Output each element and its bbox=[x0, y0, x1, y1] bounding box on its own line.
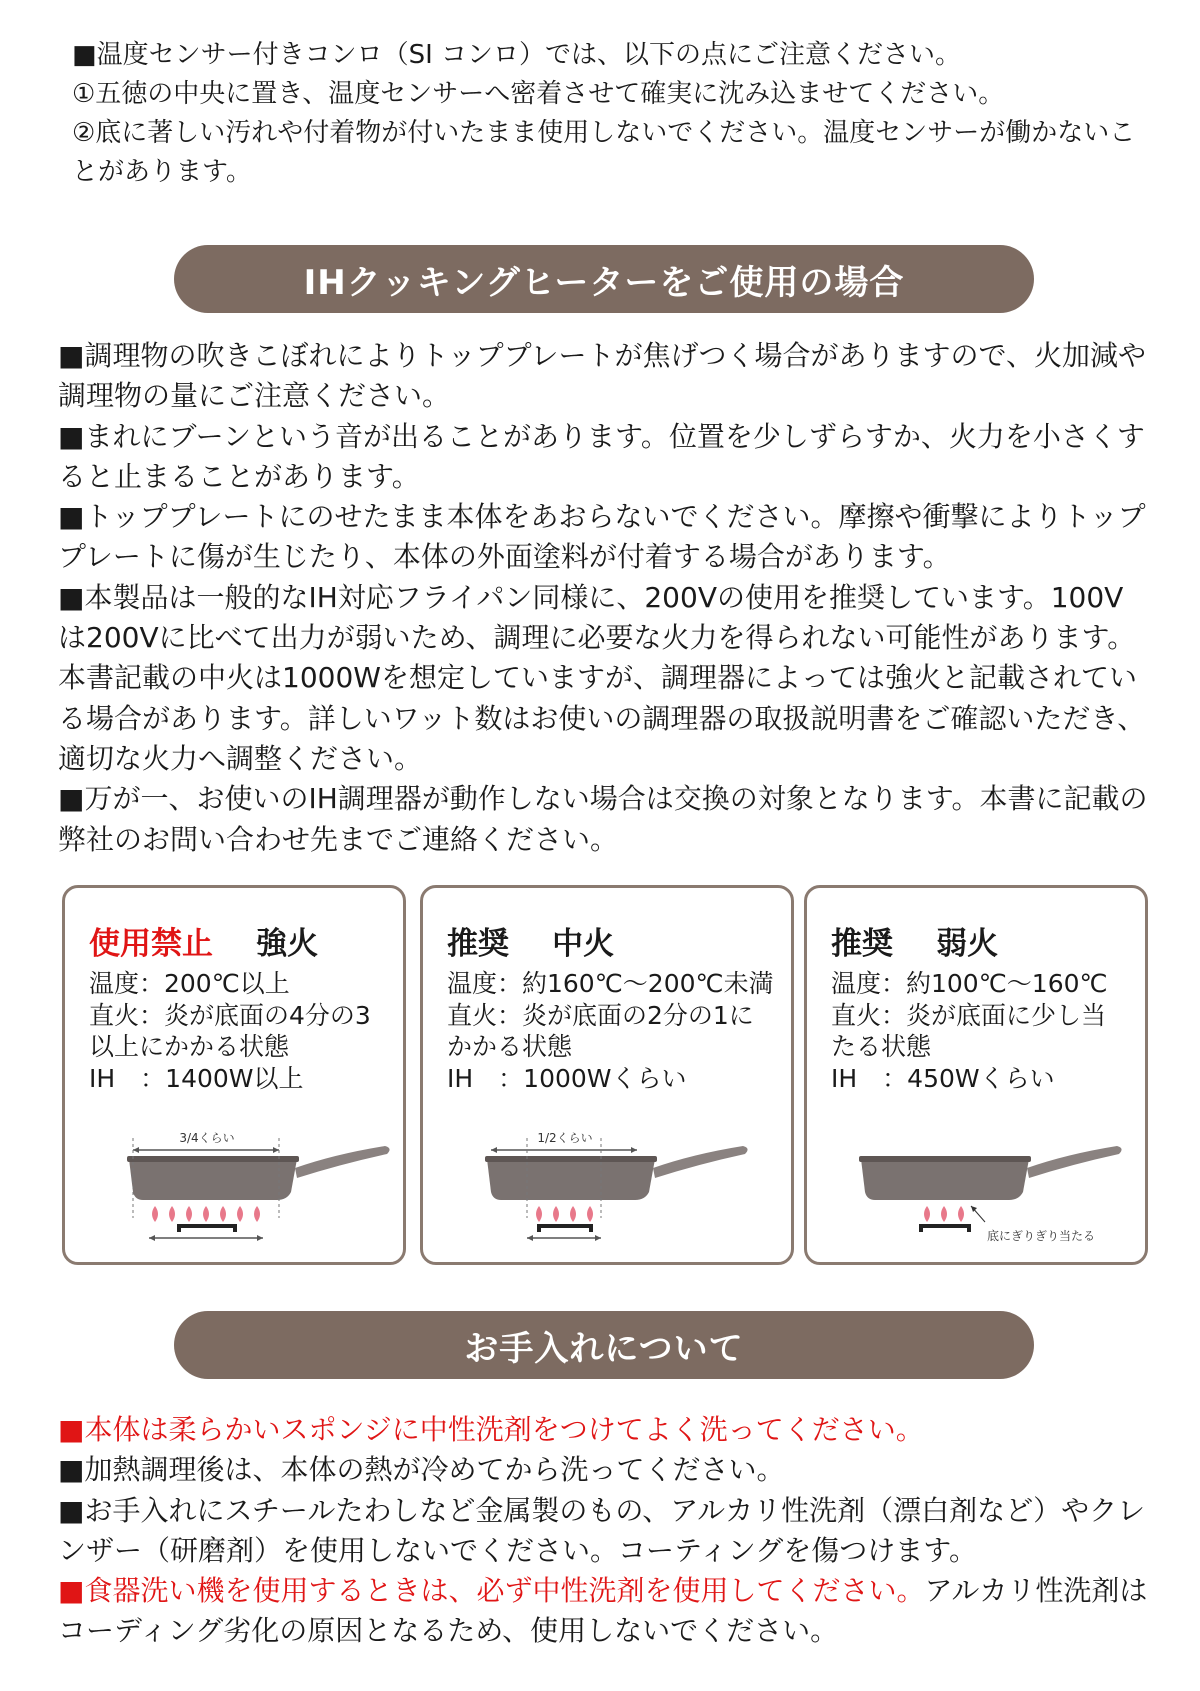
heat-card-details bbox=[831, 968, 1108, 1094]
care-section-banner bbox=[174, 1311, 1034, 1379]
flame-icon bbox=[924, 1206, 930, 1222]
detail-line: 直火：炎が底面の4分の3 bbox=[89, 1000, 371, 1030]
care-line-rest: アルカリ性洗剤はコーディング劣化の原因となるため、使用しないでください。 bbox=[58, 1574, 1148, 1648]
heat-card-heading bbox=[831, 918, 998, 963]
flame-icon bbox=[570, 1206, 576, 1222]
status-label-recommended: 推奨 bbox=[447, 926, 509, 962]
ih-paragraph: ■万が一、お使いのIH調理器が動作しない場合は交換の対象となります。本書に記載の弊社のお問い合わせ先までご連絡ください。 bbox=[58, 782, 1148, 856]
diagram-label: 3/4くらい bbox=[179, 1131, 235, 1145]
detail-line: 温度：約160℃〜200℃未満 bbox=[447, 969, 774, 998]
care-line-warning: ■本体は柔らかいスポンジに中性洗剤をつけてよく洗ってください。 bbox=[58, 1413, 924, 1446]
diagram-label: 1/2くらい bbox=[537, 1131, 593, 1145]
care-line: ■加熱調理後は、本体の熱が冷めてから洗ってください。 bbox=[58, 1453, 785, 1487]
burner-grate-icon bbox=[179, 1226, 235, 1232]
flame-icon bbox=[237, 1206, 243, 1222]
ih-section-banner bbox=[174, 245, 1034, 313]
status-label-prohibited: 使用禁止 bbox=[89, 926, 213, 962]
flame-icon bbox=[941, 1206, 947, 1222]
heat-card-strong bbox=[62, 885, 406, 1265]
flame-icon bbox=[169, 1206, 175, 1222]
diagram-label: 底にぎりぎり当たる bbox=[987, 1229, 1096, 1243]
heat-card-details bbox=[89, 968, 371, 1094]
heat-card-low bbox=[804, 885, 1148, 1265]
detail-line: かかる状態 bbox=[447, 1032, 573, 1061]
heat-card-heading bbox=[447, 918, 614, 963]
detail-line: IH ：450Wくらい bbox=[831, 1063, 1055, 1093]
heat-level-label: 弱火 bbox=[936, 926, 999, 962]
ih-section-body bbox=[58, 336, 1148, 860]
flame-row bbox=[924, 1206, 964, 1222]
si-notice-item-1: ①五徳の中央に置き、温度センサーへ密着させて確実に沈み込ませてください。 bbox=[72, 79, 1005, 109]
flame-row bbox=[536, 1206, 593, 1222]
flame-icon bbox=[254, 1206, 260, 1222]
ih-section-title: IHクッキングヒーターをご使用の場合 bbox=[303, 262, 905, 303]
care-line-dishwasher bbox=[58, 1571, 1148, 1652]
si-notice-heading: ■温度センサー付きコンロ（SI コンロ）では、以下の点にご注意ください。 bbox=[72, 40, 962, 70]
flame-row bbox=[152, 1206, 260, 1222]
burner-grate-icon bbox=[921, 1226, 969, 1232]
ih-paragraph: ■トッププレートにのせたまま本体をあおらないでください。摩擦や衝撃によりトッププレートに傷が生じたり、本体の外面塗料が付着する場合があります。 bbox=[58, 500, 1146, 574]
heat-level-label: 強火 bbox=[256, 926, 319, 962]
heat-card-details bbox=[447, 968, 774, 1094]
care-section-body bbox=[58, 1410, 1148, 1652]
pan-flame-illustration bbox=[453, 1118, 753, 1258]
care-line: ■お手入れにスチールたわしなど金属製のもの、アルカリ性洗剤（漂白剤など）やクレンザー（研磨剤）を使用しないでください。コーティングを傷つけます。 bbox=[58, 1493, 1146, 1567]
heat-level-label: 中火 bbox=[552, 926, 615, 962]
flame-icon bbox=[152, 1206, 158, 1222]
care-section-title: お手入れについて bbox=[464, 1328, 744, 1369]
flame-icon bbox=[553, 1206, 559, 1222]
detail-line: 直火：炎が底面に少し当 bbox=[831, 1000, 1107, 1030]
flame-icon bbox=[203, 1206, 209, 1222]
flame-icon bbox=[186, 1206, 192, 1222]
heat-card-heading bbox=[89, 918, 318, 963]
si-notice-item-2: ②底に著しい汚れや付着物が付いたまま使用しないでください。温度センサーが働かないことがあります。 bbox=[72, 118, 1136, 187]
flame-icon bbox=[958, 1206, 964, 1222]
flame-icon bbox=[220, 1206, 226, 1222]
status-label-recommended: 推奨 bbox=[831, 926, 893, 962]
pan-flame-illustration bbox=[837, 1118, 1137, 1258]
ih-paragraph: ■調理物の吹きこぼれによりトッププレートが焦げつく場合がありますので、火加減や調理物の量にご注意ください。 bbox=[58, 339, 1146, 413]
heat-card-medium bbox=[420, 885, 794, 1265]
ih-paragraph: ■まれにブーンという音が出ることがあります。位置を少しずらすか、火力を小さくすると止まることがあります。 bbox=[58, 419, 1145, 493]
detail-line: 温度：約100℃〜160℃ bbox=[831, 969, 1108, 998]
detail-line: 温度：200℃以上 bbox=[89, 969, 290, 998]
detail-line: 直火：炎が底面の2分の1に bbox=[447, 1000, 754, 1030]
detail-line: たる状態 bbox=[831, 1032, 932, 1061]
detail-line: IH ：1000Wくらい bbox=[447, 1063, 687, 1093]
flame-icon bbox=[536, 1206, 542, 1222]
detail-line: IH ：1400W以上 bbox=[89, 1063, 304, 1093]
si-notice bbox=[72, 36, 1142, 192]
ih-paragraph: ■本製品は一般的なIH対応フライパン同様に、200Vの使用を推奨しています。100Vは200Vに比べて出力が弱いため、調理に必要な火力を得られない可能性があります。本書記載の中火は1000Wを想定していますが、調理器によっては強火と記載されている場合があります。詳しいワット数はお使いの調理器の取扱説明書をご確認いただき、適切な火力へ調整ください。 bbox=[58, 580, 1146, 775]
burner-grate-icon bbox=[539, 1226, 591, 1232]
care-line-warning: ■食器洗い機を使用するときは、必ず中性洗剤を使用してください。 bbox=[58, 1574, 925, 1608]
pan-flame-illustration bbox=[95, 1118, 395, 1258]
detail-line: 以上にかかる状態 bbox=[89, 1032, 290, 1061]
flame-icon bbox=[587, 1206, 593, 1222]
